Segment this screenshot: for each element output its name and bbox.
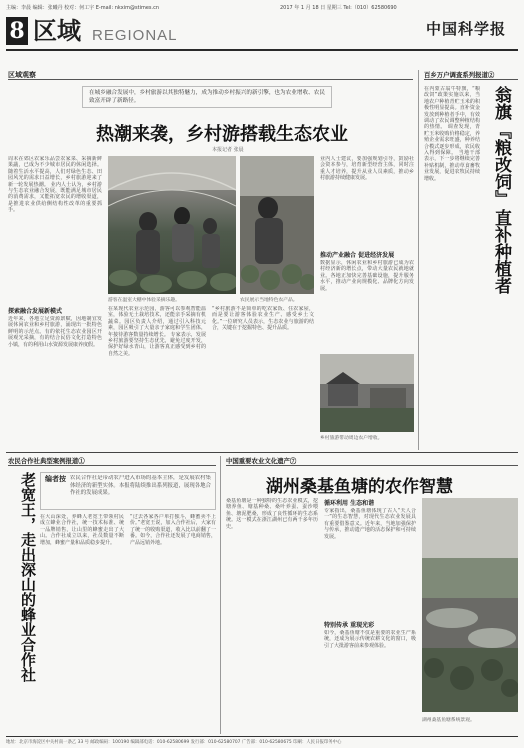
heritage-body-2: 专家指出，桑基鱼塘体现了古人“天人合一”的生态智慧，对现代生态农业发展具有重要借鉴意义。近年来，当地加强保护与传承，推动遗产地的活态保护和可持续发展。	[324, 508, 416, 540]
sidebar-title-line-2: 『粮改饲』	[491, 122, 511, 207]
lead-box	[82, 86, 332, 108]
heritage-subhead-2: 特别传承 重现光彩	[324, 622, 375, 629]
article-column-4a: 业内人士建议，要加强规划引导，鼓励社会资本参与，培育新型经营主体，同时注重人才培养，提升从业人员素质，推动乡村旅游持续健康发展。	[320, 156, 414, 182]
sidebar-title-line-3: 直补种植者	[491, 209, 511, 294]
masthead-logo: 中国科学报	[426, 20, 507, 38]
header-divider	[6, 49, 518, 51]
main-sidebar-divider	[418, 70, 419, 450]
section-tag-regional-observation: 区域观察	[8, 70, 36, 79]
sidebar-title-line-1: 翁旗	[491, 86, 511, 120]
editor-note-box	[40, 472, 216, 510]
heritage-subhead-1: 循环利用 生态和谐	[324, 500, 375, 507]
article-column-1b: 近年来，各地立足资源禀赋，因地制宜发展休闲农业和乡村旅游，涌现出一批特色鲜明的示范点。有的依托生态农业园区开展观光采摘，有的结合民俗文化打造特色小镇，有的利用山水资源发展康养度假。	[8, 316, 102, 348]
footer-divider	[6, 736, 518, 737]
header-date: 2017 年 1 月 18 日 星期三 Tel:（010）62580690	[280, 5, 397, 11]
article-column-3: “乡村旅游不是简单的吃农家饭、住农家屋，而是要让游客体验农业生产、感受乡土文化。”一位研究人员表示，生态农业与旅游的结合，关键在于挖掘特色、提升品质。	[212, 306, 314, 332]
byline: 本报记者 张晨	[212, 147, 244, 153]
header-info: 主编：李晨 编辑：张曦丹 校对：何工宇 E-mail: nkxim@stimes.cn	[6, 5, 160, 11]
sidebar-body: 在内蒙古翁牛特旗，“粮改饲”政策实施以来，当地农户种植青贮玉米的积极性明显提高。直补资金发放到种植者手中，有效调动了农民调整种植结构的热情。 调查发现，青贮玉米收购价格稳定，养殖企业需求旺盛，种养结合模式逐步形成，农民收入得到保障。 当地干部表示，下一步将继续完善补贴机制，推动草食畜牧业发展，促进农牧民持续增收。	[424, 86, 480, 182]
heritage-body-1: 桑基鱼塘是一种独特的生态农业模式，挖塘养鱼、塘基种桑、桑叶养蚕、蚕沙喂鱼、塘泥肥桑，形成了良性循环的生态系统。这一模式在浙江湖州已有两千多年历史。	[226, 498, 318, 530]
article-column-4b: 数据显示，休闲农业和乡村旅游已成为农村经济新的增长点，带动大量农民就地就业。各地正加快完善基础设施，提升服务水平，推动产业向规模化、品牌化方向发展。	[320, 260, 414, 292]
article-column-1: 周末在郊区农家乐品尝农家菜、采摘新鲜果蔬，已成为不少城市居民的休闲选择。随着生活水平提高，人们对绿色生态、田园风光的需求日益增长，乡村旅游迎来了新一轮发展热潮。 业内人士认为，乡村游与生态农业融合发展，既能满足城市居民的消费需求，又能拓宽农民的增收渠道，是推进农业供给侧结构性改革的重要抓手。	[8, 156, 102, 214]
sidebar-title	[484, 86, 518, 294]
coop-tag-underline	[8, 465, 216, 466]
sidebar-tag-underline	[424, 79, 518, 80]
photo2-caption: 农民展示当地特色农产品。	[240, 298, 298, 303]
photo1-caption: 游客在温室大棚中体验采摘乐趣。	[108, 298, 180, 303]
heritage-series-tag: 中国重要农业文化遗产⑦	[226, 457, 297, 465]
coop-series-tag: 农民合作社典型案例报道①	[8, 457, 85, 465]
tag-underline	[8, 79, 413, 80]
section-title-en: REGIONAL	[92, 27, 178, 44]
section-title: 区域	[33, 16, 81, 45]
heritage-body-3: 如今，桑基鱼塘不仅是重要的农业生产系统，还成为展示传统农耕文化的窗口，吸引了大批游客前来参观体验。	[324, 630, 416, 649]
sidebar-tag: 百乡万户调查系列报道②	[424, 71, 495, 79]
subhead-fusion: 探索融合发展新模式	[8, 308, 63, 315]
editor-note-text: 农民合作社是带动农户进入市场的基本主体，是发展农村集体经济的新型实体。本报将陆续推出系列报道，展现各地合作社的发展成果。	[70, 475, 211, 497]
subhead-industry: 推动产业融合 促进经济发展	[320, 252, 395, 259]
page-number-badge: 8	[6, 17, 28, 45]
farm-products-photo	[240, 156, 314, 294]
editor-note-label: 编者按	[45, 475, 66, 483]
photo3-caption: 乡村旅游带动周边农户增收。	[320, 436, 383, 441]
lead-text: 在城乡融合发展中，乡村旅游以其独特魅力，成为推动乡村振兴的新引擎，也为农业增收、农民致富开辟了新路径。	[89, 90, 325, 104]
mulberry-photo-caption: 湖州桑基鱼塘系统景观。	[422, 718, 475, 723]
village-photo	[320, 354, 414, 432]
lower-column-divider	[220, 456, 221, 734]
heritage-tag-underline	[226, 465, 518, 466]
heritage-title: 湖州桑基鱼塘的农作智慧	[266, 477, 453, 497]
greenhouse-photo	[108, 156, 236, 294]
coop-body-1: 在大山深处，养蜂人老宽王带领村民成立蜂业合作社，统一技术标准、统一品牌销售，让山里的蜂蜜走出了大山。合作社成立以来，社员数量不断增加，蜂蜜产量和品质稳步提升。	[40, 514, 124, 546]
footer-text: 地址：北京市海淀区中关村南一条乙 33 号 邮政编码：100190 编辑部电话：010-62580699 发行部：010-62580707 广告部：010-62580675 印刷：人民日报印务中心	[6, 740, 342, 745]
mulberry-fishpond-photo	[422, 498, 518, 712]
article-column-2: 在某现代农业示范园，游客可以参观智能温室，体验无土栽培技术，还能亲手采摘有机蔬菜。园区负责人介绍，通过引入科技元素，园区吸引了大量亲子家庭和学生团体，年接待游客数量持续增长。 专家表示，发展乡村旅游要坚持生态优先，避免过度开发，保护好绿水青山，让游客真正感受到乡村的自然之美。	[108, 306, 206, 357]
headline: 热潮来袭，乡村游搭载生态农业	[96, 124, 348, 145]
coop-title: 老宽王，走出深山的蜂业合作社	[19, 472, 37, 682]
coop-body-2: “过去各家各户单打独斗，蜂蜜卖不上价。”老宽王说，加入合作社后，大家有了统一的收购渠道，收入比以前翻了一番。如今，合作社还发展了电商销售，产品远销外地。	[130, 514, 216, 546]
mid-page-divider	[6, 452, 518, 453]
